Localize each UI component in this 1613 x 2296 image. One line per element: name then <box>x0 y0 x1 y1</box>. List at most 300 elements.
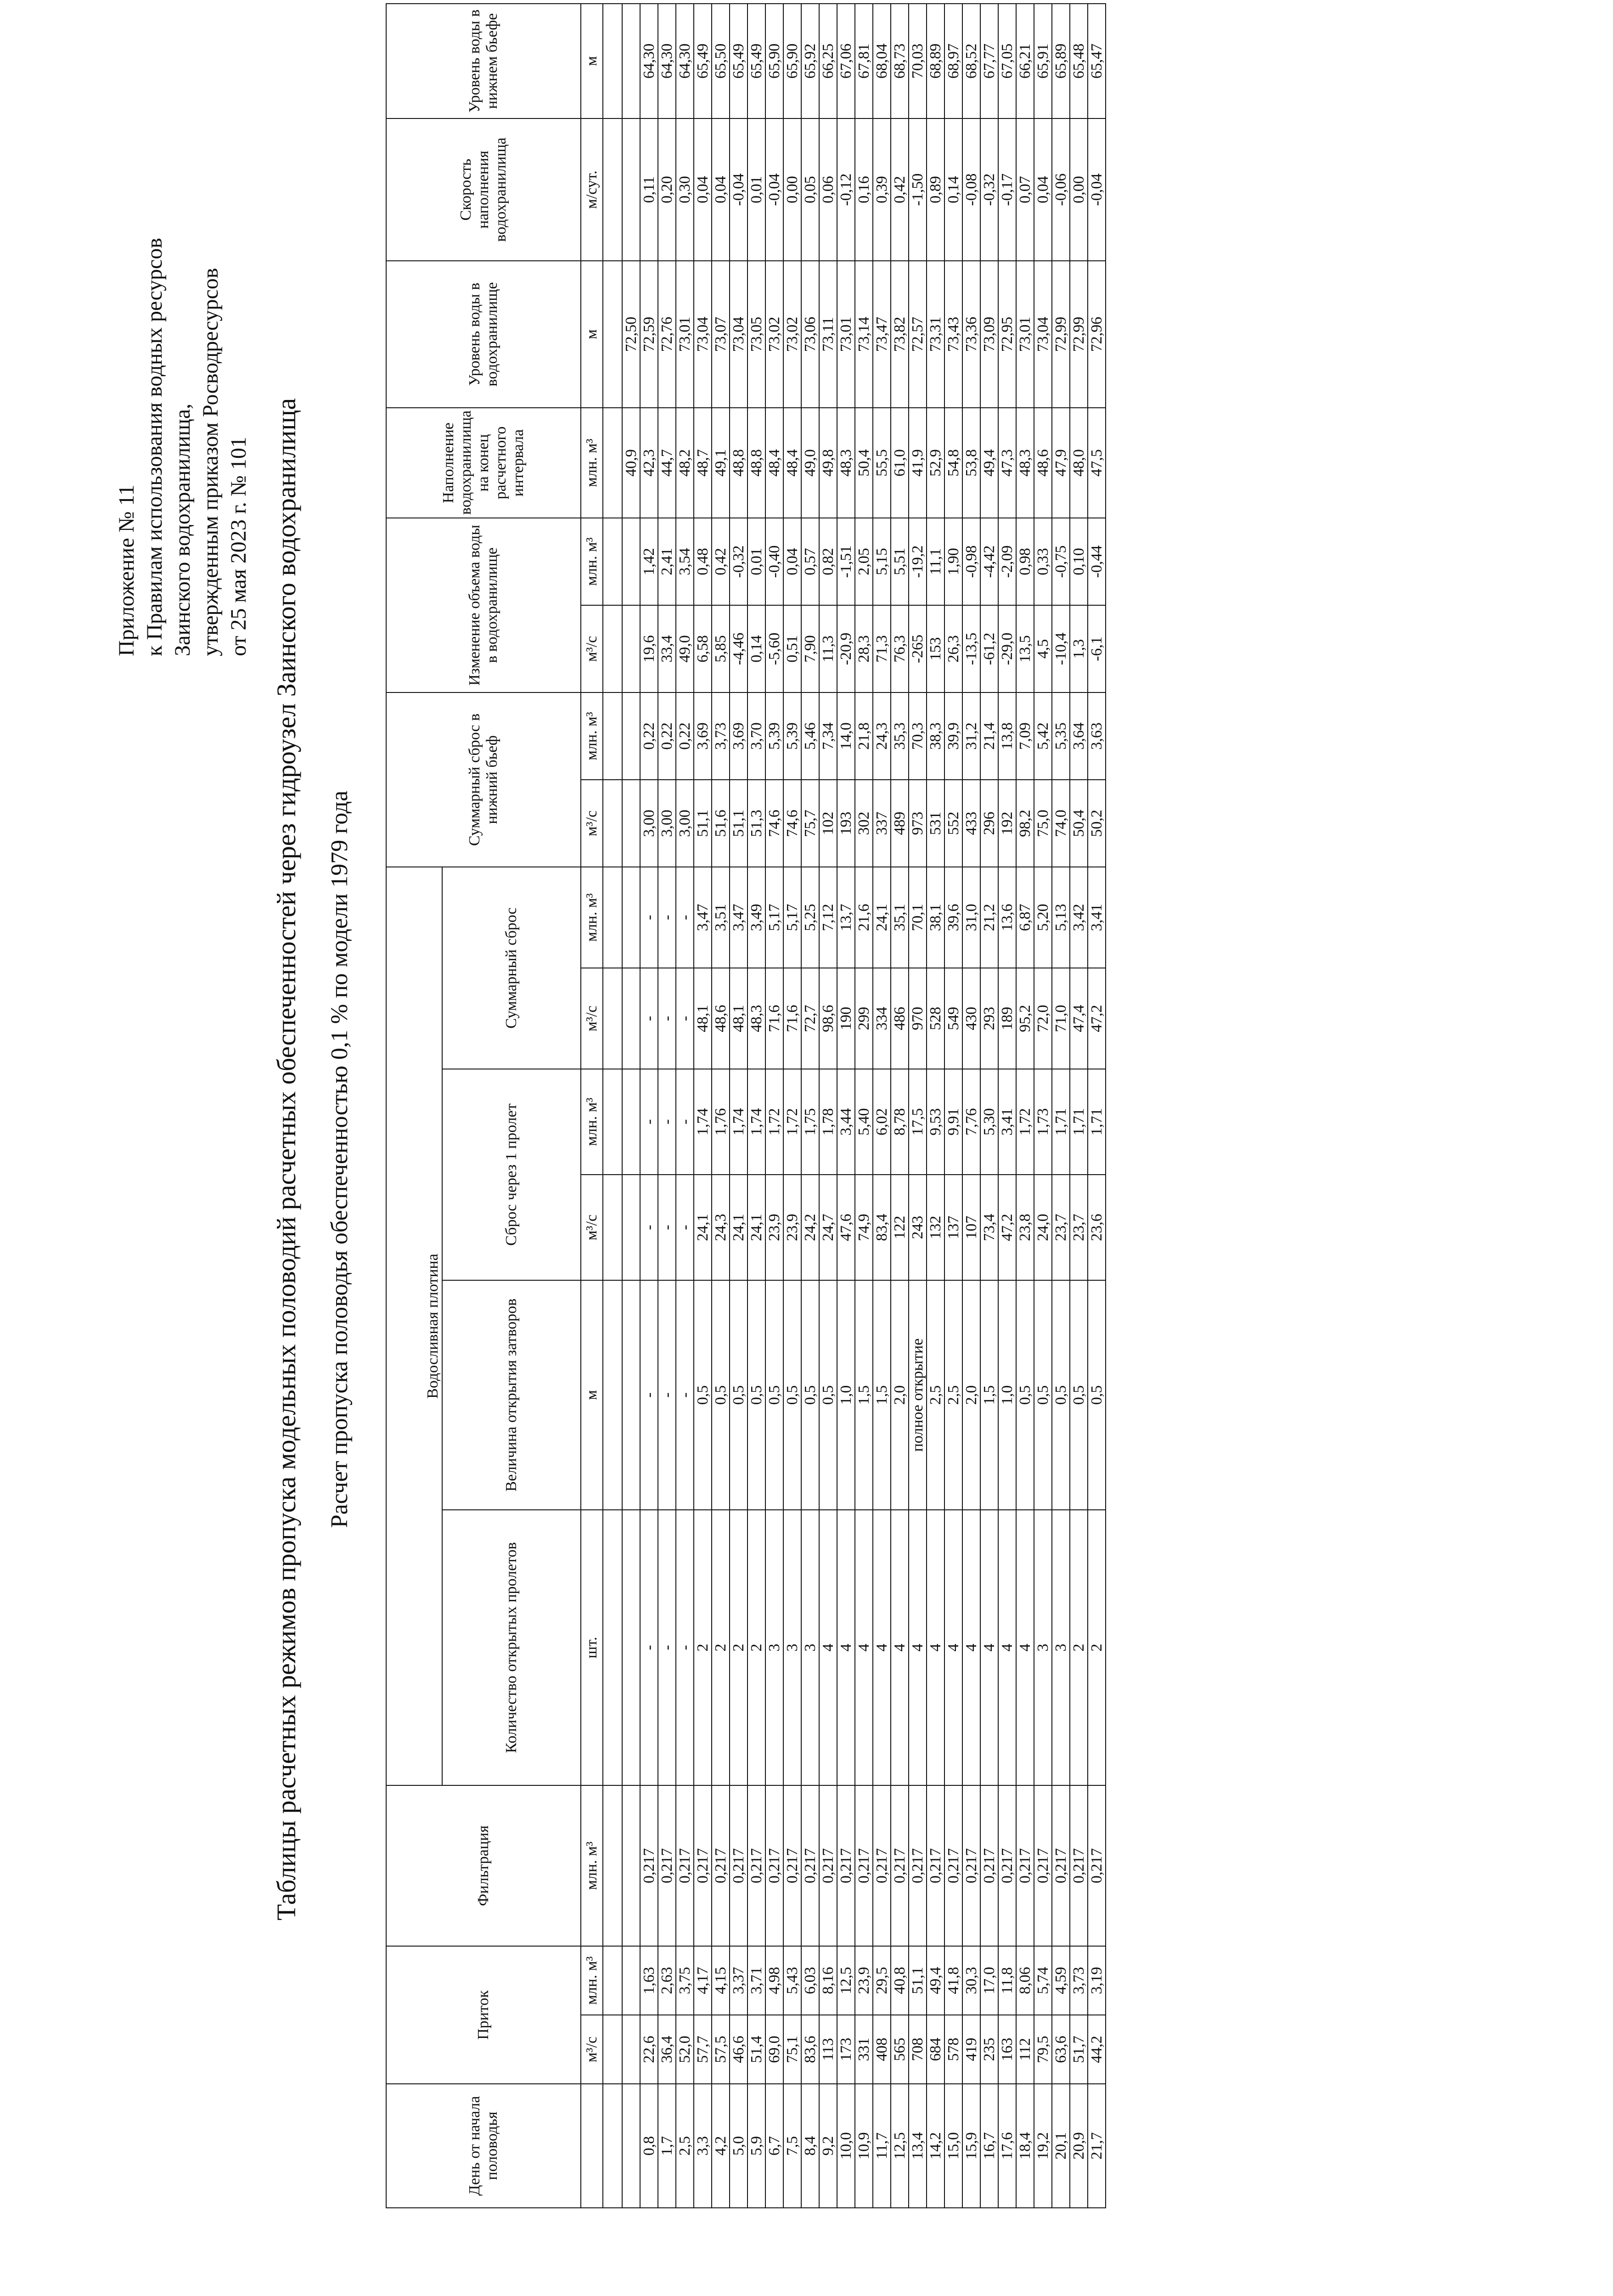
table-cell: 75,0 <box>1034 780 1052 867</box>
table-cell: 18,4 <box>1016 2084 1034 2208</box>
table-cell: 47,3 <box>998 408 1016 518</box>
table-cell: 52,9 <box>927 408 944 518</box>
table-cell: 48,3 <box>837 408 855 518</box>
table-cell: 4,17 <box>694 1946 712 2015</box>
table-row <box>962 4 980 2208</box>
table-cell: 6,03 <box>801 1946 819 2015</box>
table-cell: 3,69 <box>694 692 712 780</box>
table-cell: 132 <box>927 1175 944 1280</box>
table-cell: 72,96 <box>1088 261 1106 408</box>
table-cell: 0,48 <box>694 518 712 605</box>
table-cell: 36,4 <box>658 2015 676 2084</box>
table-cell: 57,7 <box>694 2015 712 2084</box>
table-cell: 193 <box>837 780 855 867</box>
table-cell: -5,60 <box>765 605 783 692</box>
table-cell: 13,6 <box>998 867 1016 968</box>
table-cell: 13,7 <box>837 867 855 968</box>
table-cell: 1,71 <box>1070 1069 1088 1175</box>
table-cell: - <box>676 1069 694 1175</box>
table-cell: 4,5 <box>1034 605 1052 692</box>
unit-cell: млн. м³ <box>581 1785 603 1946</box>
table-cell: 3,42 <box>1070 867 1088 968</box>
table-cell: 8,4 <box>801 2084 819 2208</box>
table-cell: 30,3 <box>962 1946 980 2015</box>
table-cell: 0,217 <box>712 1785 730 1946</box>
table-cell: 2,5 <box>676 2084 694 2208</box>
table-cell: 3,75 <box>676 1946 694 2015</box>
table-cell: 5,74 <box>1034 1946 1052 2015</box>
table-cell: 72,0 <box>1034 968 1052 1069</box>
table-cell: -0,40 <box>765 518 783 605</box>
table-cell: 49,0 <box>801 408 819 518</box>
unit-cell: шт. <box>581 1510 603 1785</box>
table-cell: 29,5 <box>873 1946 891 2015</box>
table-cell: 24,1 <box>694 1175 712 1280</box>
table-cell: 73,31 <box>927 261 944 408</box>
table-cell: 79,5 <box>1034 2015 1052 2084</box>
table-row <box>944 4 962 2208</box>
table-cell: 3,00 <box>676 780 694 867</box>
table-cell: 65,49 <box>730 4 747 118</box>
table-cell: 0,5 <box>765 1280 783 1510</box>
table-cell: 72,7 <box>801 968 819 1069</box>
table-cell: 299 <box>855 968 873 1069</box>
unit-cell: млн. м³ <box>581 1069 603 1175</box>
table-cell: 0,39 <box>873 118 891 261</box>
table-cell: 48,4 <box>783 408 801 518</box>
table-cell: 74,6 <box>765 780 783 867</box>
table-cell: 73,02 <box>765 261 783 408</box>
table-cell: - <box>658 867 676 968</box>
table-cell: 0,30 <box>676 118 694 261</box>
table-cell: 970 <box>909 968 927 1069</box>
table-cell: 71,0 <box>1052 968 1070 1069</box>
table-cell: 24,1 <box>747 1175 765 1280</box>
table-cell: 21,6 <box>855 867 873 968</box>
table-cell: 1,0 <box>837 1280 855 1510</box>
table-cell: 3,69 <box>730 692 747 780</box>
table-cell: 4 <box>927 1510 944 1785</box>
table-cell: 0,217 <box>1016 1785 1034 1946</box>
table-cell: 68,97 <box>944 4 962 118</box>
table-cell: 0,11 <box>640 118 658 261</box>
table-cell: - <box>658 1069 676 1175</box>
table-cell: 5,51 <box>891 518 909 605</box>
table-cell: 293 <box>980 968 998 1069</box>
table-cell: 83,4 <box>873 1175 891 1280</box>
table-cell: 2 <box>694 1510 712 1785</box>
table-cell: 3,00 <box>640 780 658 867</box>
table-cell: -2,09 <box>998 518 1016 605</box>
table-cell: 5,17 <box>765 867 783 968</box>
table-cell: -1,51 <box>837 518 855 605</box>
table-cell: 21,7 <box>1088 2084 1106 2208</box>
table-cell: 65,89 <box>1052 4 1070 118</box>
col-fill-rate-header: Скорость наполнения водохранилища <box>386 118 581 261</box>
table-cell: 67,81 <box>855 4 873 118</box>
table-cell: 486 <box>891 968 909 1069</box>
table-cell: 3,47 <box>730 867 747 968</box>
unit-cell: млн. м³ <box>581 1946 603 2015</box>
table-cell: -0,08 <box>962 118 980 261</box>
col-volume-change-header: Изменение объема воды в водохранилище <box>386 518 581 692</box>
table-cell: 55,5 <box>873 408 891 518</box>
unit-cell: млн. м³ <box>581 408 603 518</box>
table-cell: 24,3 <box>712 1175 730 1280</box>
table-cell: 0,06 <box>819 118 837 261</box>
table-cell: 72,57 <box>909 261 927 408</box>
table-cell: 72,59 <box>640 261 658 408</box>
table-cell: 44,7 <box>658 408 676 518</box>
table-cell: 2 <box>747 1510 765 1785</box>
table-cell: 137 <box>944 1175 962 1280</box>
table-cell: 3,47 <box>694 867 712 968</box>
table-cell: 0,16 <box>855 118 873 261</box>
table-cell: 7,5 <box>783 2084 801 2208</box>
table-cell: 63,6 <box>1052 2015 1070 2084</box>
table-cell: 23,7 <box>1052 1175 1070 1280</box>
table-cell: 48,7 <box>694 408 712 518</box>
table-cell: 0,01 <box>747 118 765 261</box>
table-cell: 0,14 <box>747 605 765 692</box>
table-cell: 46,6 <box>730 2015 747 2084</box>
table-cell: 51,6 <box>712 780 730 867</box>
table-cell: 0,217 <box>998 1785 1016 1946</box>
table-cell: 3 <box>1052 1510 1070 1785</box>
table-cell: 73,82 <box>891 261 909 408</box>
table-cell: 0,217 <box>783 1785 801 1946</box>
table-cell: 73,01 <box>676 261 694 408</box>
table-cell: -4,42 <box>980 518 998 605</box>
table-cell: - <box>640 1280 658 1510</box>
table-cell: 2,05 <box>855 518 873 605</box>
table-cell: 3,64 <box>1070 692 1088 780</box>
table-cell: 72,76 <box>658 261 676 408</box>
table-cell: 11,7 <box>873 2084 891 2208</box>
table-cell: 38,3 <box>927 692 944 780</box>
table-cell: 1,7 <box>658 2084 676 2208</box>
table-cell: 6,87 <box>1016 867 1034 968</box>
table-row <box>873 4 891 2208</box>
table-cell <box>622 968 640 1069</box>
col-filling-header: Наполнение водохранилища на конец расчетного интервала <box>386 408 581 518</box>
table-cell: 4,2 <box>712 2084 730 2208</box>
table-cell <box>622 867 640 968</box>
unit-cell: м/сут. <box>581 118 603 261</box>
table-cell: 47,2 <box>1088 968 1106 1069</box>
table-cell: 1,5 <box>855 1280 873 1510</box>
table-cell: 48,0 <box>1070 408 1088 518</box>
table-cell: 153 <box>927 605 944 692</box>
table-cell: 39,6 <box>944 867 962 968</box>
table-cell: -0,04 <box>1088 118 1106 261</box>
table-cell: 75,7 <box>801 780 819 867</box>
table-cell: 2 <box>730 1510 747 1785</box>
table-cell: -10,4 <box>1052 605 1070 692</box>
table-cell: 7,90 <box>801 605 819 692</box>
table-cell: 75,1 <box>783 2015 801 2084</box>
table-cell: 51,7 <box>1070 2015 1088 2084</box>
table-cell: 163 <box>998 2015 1016 2084</box>
table-cell: 4 <box>998 1510 1016 1785</box>
table-cell: 1,78 <box>819 1069 837 1175</box>
unit-cell: млн. м³ <box>581 518 603 605</box>
table-cell: 528 <box>927 968 944 1069</box>
table-cell: 64,30 <box>676 4 694 118</box>
table-cell <box>622 1069 640 1175</box>
table-cell: 107 <box>962 1175 980 1280</box>
table-cell: 73,09 <box>980 261 998 408</box>
table-cell: 2 <box>712 1510 730 1785</box>
table-cell: 0,42 <box>712 518 730 605</box>
table-cell <box>622 1785 640 1946</box>
table-cell: 0,57 <box>801 518 819 605</box>
table-cell: 3,54 <box>676 518 694 605</box>
table-cell: 0,5 <box>712 1280 730 1510</box>
col-gate-opening-header: Величина открытия затворов <box>442 1280 581 1510</box>
table-cell: -0,04 <box>765 118 783 261</box>
table-cell: 0,5 <box>1070 1280 1088 1510</box>
table-cell: 708 <box>909 2015 927 2084</box>
table-cell: 1,72 <box>1016 1069 1034 1175</box>
unit-cell: млн. м³ <box>581 867 603 968</box>
table-cell: 3,3 <box>694 2084 712 2208</box>
table-cell: 67,05 <box>998 4 1016 118</box>
table-cell: 14,2 <box>927 2084 944 2208</box>
table-cell <box>622 692 640 780</box>
table-cell: 0,04 <box>783 518 801 605</box>
table-cell: 9,91 <box>944 1069 962 1175</box>
table-cell: 189 <box>998 968 1016 1069</box>
table-cell: 0,217 <box>1052 1785 1070 1946</box>
table-cell: 0,217 <box>801 1785 819 1946</box>
table-cell: 64,30 <box>640 4 658 118</box>
table-cell <box>622 605 640 692</box>
table-cell: 64,30 <box>658 4 676 118</box>
table-cell: 47,4 <box>1070 968 1088 1069</box>
table-cell: 122 <box>891 1175 909 1280</box>
table-cell: 173 <box>837 2015 855 2084</box>
table-cell: 0,04 <box>1034 118 1052 261</box>
table-cell <box>622 1175 640 1280</box>
table-cell <box>622 2084 640 2208</box>
table-cell: 489 <box>891 780 909 867</box>
table-cell <box>622 1280 640 1510</box>
table-cell: 13,4 <box>909 2084 927 2208</box>
table-cell: -0,98 <box>962 518 980 605</box>
table-cell: 72,95 <box>998 261 1016 408</box>
table-cell: - <box>658 968 676 1069</box>
table-cell: 19,6 <box>640 605 658 692</box>
table-cell: 0,217 <box>730 1785 747 1946</box>
table-cell: 0,00 <box>1070 118 1088 261</box>
table-cell: 2,63 <box>658 1946 676 2015</box>
col-total-discharge-header: Суммарный сброс <box>442 867 581 1069</box>
table-cell: 48,3 <box>1016 408 1034 518</box>
table-cell: 243 <box>909 1175 927 1280</box>
table-cell: 48,8 <box>747 408 765 518</box>
table-cell: 0,42 <box>891 118 909 261</box>
table-cell: 102 <box>819 780 837 867</box>
table-cell: 47,5 <box>1088 408 1106 518</box>
table-cell: 83,6 <box>801 2015 819 2084</box>
table-cell: 24,1 <box>873 867 891 968</box>
table-cell: - <box>640 867 658 968</box>
table-cell: 70,1 <box>909 867 927 968</box>
table-cell: 71,3 <box>873 605 891 692</box>
table-cell: 73,14 <box>855 261 873 408</box>
table-cell: 54,8 <box>944 408 962 518</box>
table-cell: 73,04 <box>1034 261 1052 408</box>
table-cell: 0,217 <box>676 1785 694 1946</box>
table-cell: 0,89 <box>927 118 944 261</box>
group-spillway-dam-header: Водосливная плотина <box>386 867 442 1785</box>
table-cell: 70,3 <box>909 692 927 780</box>
table-cell: -0,32 <box>980 118 998 261</box>
table-cell: 98,6 <box>819 968 837 1069</box>
table-cell: 23,9 <box>783 1175 801 1280</box>
table-cell: 2,0 <box>891 1280 909 1510</box>
table-cell: 13,5 <box>1016 605 1034 692</box>
table-cell: 0,98 <box>1016 518 1034 605</box>
table-row <box>980 4 998 2208</box>
table-cell: 10,9 <box>855 2084 873 2208</box>
col-day-header: День от начала половодья <box>386 2084 581 2208</box>
table-cell: -1,50 <box>909 118 927 261</box>
table-cell: 61,0 <box>891 408 909 518</box>
table-cell: 1,74 <box>747 1069 765 1175</box>
table-cell: 113 <box>819 2015 837 2084</box>
table-cell: 31,2 <box>962 692 980 780</box>
unit-cell: м <box>581 1280 603 1510</box>
table-row <box>1052 4 1070 2208</box>
table-cell: 0,217 <box>909 1785 927 1946</box>
table-cell: -265 <box>909 605 927 692</box>
table-cell: -13,5 <box>962 605 980 692</box>
appendix-header <box>112 59 253 656</box>
table-cell: 26,3 <box>944 605 962 692</box>
unit-cell: м³/с <box>581 605 603 692</box>
table-cell: -0,32 <box>730 518 747 605</box>
table-cell <box>622 1510 640 1785</box>
table-cell: 1,90 <box>944 518 962 605</box>
unit-cell: м³/с <box>581 968 603 1069</box>
table-cell: 0,217 <box>694 1785 712 1946</box>
table-cell: 552 <box>944 780 962 867</box>
table-cell: 73,06 <box>801 261 819 408</box>
table-cell: 8,78 <box>891 1069 909 1175</box>
table-cell: 4 <box>909 1510 927 1785</box>
table-cell: - <box>676 1175 694 1280</box>
table-cell: 0,5 <box>747 1280 765 1510</box>
table-cell: 73,47 <box>873 261 891 408</box>
table-cell: 6,02 <box>873 1069 891 1175</box>
table-row <box>909 4 927 2208</box>
table-cell <box>622 4 640 118</box>
table-cell: 73,4 <box>980 1175 998 1280</box>
table-cell: 23,7 <box>1070 1175 1088 1280</box>
table-cell: 5,39 <box>783 692 801 780</box>
unit-cell: м <box>581 261 603 408</box>
table-cell: 0,217 <box>1088 1785 1106 1946</box>
table-cell: 0,217 <box>658 1785 676 1946</box>
table-cell: -4,46 <box>730 605 747 692</box>
table-cell: 3,19 <box>1088 1946 1106 2015</box>
table-cell: 1,71 <box>1088 1069 1106 1175</box>
table-cell: 0,217 <box>944 1785 962 1946</box>
table-cell: 5,43 <box>783 1946 801 2015</box>
table-cell: 48,1 <box>694 968 712 1069</box>
table-cell: 73,07 <box>712 261 730 408</box>
table-cell: 24,3 <box>873 692 891 780</box>
table-cell: 5,46 <box>801 692 819 780</box>
table-cell: 39,9 <box>944 692 962 780</box>
table-cell: 1,0 <box>998 1280 1016 1510</box>
table-cell: 7,34 <box>819 692 837 780</box>
table-cell: 10,0 <box>837 2084 855 2208</box>
table-cell: - <box>640 1510 658 1785</box>
table-cell: 72,99 <box>1052 261 1070 408</box>
table-cell: 24,2 <box>801 1175 819 1280</box>
table-cell: 33,4 <box>658 605 676 692</box>
col-inflow-header: Приток <box>386 1946 581 2084</box>
table-cell: 73,04 <box>694 261 712 408</box>
table-cell: 16,7 <box>980 2084 998 2208</box>
col-open-spans-header: Количество открытых пролетов <box>442 1510 581 1785</box>
table-cell: 23,6 <box>1088 1175 1106 1280</box>
table-cell: 4,15 <box>712 1946 730 2015</box>
table-cell: 42,3 <box>640 408 658 518</box>
table-cell: -0,75 <box>1052 518 1070 605</box>
table-cell: 0,217 <box>891 1785 909 1946</box>
table-cell: 549 <box>944 968 962 1069</box>
table-cell: 6,7 <box>765 2084 783 2208</box>
table-cell: 0,82 <box>819 518 837 605</box>
header-line: утвержденным приказом Росводресурсов <box>198 268 223 656</box>
table-cell: 0,5 <box>819 1280 837 1510</box>
table-cell: 578 <box>944 2015 962 2084</box>
table-row <box>1016 4 1034 2208</box>
table-cell: 65,47 <box>1088 4 1106 118</box>
table-cell: -0,44 <box>1088 518 1106 605</box>
table-cell: 3,49 <box>747 867 765 968</box>
table-cell: 0,5 <box>1052 1280 1070 1510</box>
table-cell: 0,5 <box>801 1280 819 1510</box>
page-subtitle: Расчет пропуска половодья обеспеченностью 0,1 % по модели 1979 года <box>326 790 353 1528</box>
table-cell: 4,59 <box>1052 1946 1070 2015</box>
table-row <box>891 4 909 2208</box>
table-row <box>694 4 712 2208</box>
table-cell: 0,217 <box>837 1785 855 1946</box>
unit-cell: м³/с <box>581 2015 603 2084</box>
table-cell: 2 <box>1088 1510 1106 1785</box>
table-cell: 0,5 <box>1088 1280 1106 1510</box>
table-cell: 1,72 <box>783 1069 801 1175</box>
table-cell: 0,22 <box>676 692 694 780</box>
table-cell: 4 <box>944 1510 962 1785</box>
table-cell: 67,77 <box>980 4 998 118</box>
table-cell: 4 <box>891 1510 909 1785</box>
table-cell: 11,8 <box>998 1946 1016 2015</box>
table-cell: 5,30 <box>980 1069 998 1175</box>
table-cell: 74,9 <box>855 1175 873 1280</box>
table-cell: 71,6 <box>783 968 801 1069</box>
table-cell: 49,4 <box>927 1946 944 2015</box>
table-cell: 66,25 <box>819 4 837 118</box>
table-cell: 68,73 <box>891 4 909 118</box>
table-cell: 7,09 <box>1016 692 1034 780</box>
table-cell: 48,1 <box>730 968 747 1069</box>
